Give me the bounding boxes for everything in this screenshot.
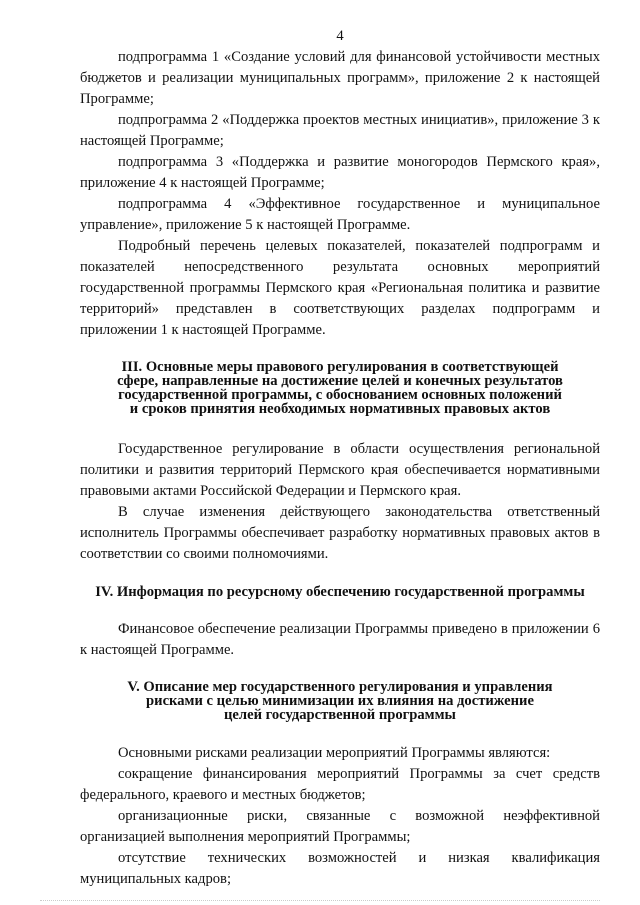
section-5-heading-line: рисками с целью минимизации их влияния на достижение (146, 693, 534, 709)
paragraph-risk-organizational: организационные риски, связанные с возможной неэффективной организацией выполнения мероприятий Программы; (80, 808, 600, 845)
section-5-heading-line: V. Описание мер государственного регулирования и управления (127, 679, 553, 695)
paragraph-subprogram-3: подпрограмма 3 «Поддержка и развитие моногородов Пермского края», приложение 4 к настоящей Программе; (80, 154, 600, 191)
section-3-heading-line: III. Основные меры правового регулирования в соответствующей (121, 359, 559, 375)
paragraph-state-regulation: Государственное регулирование в области осуществления региональной политики и развития территорий Пермского края обеспечивается нормативными правовыми актами Российской Федерации и Пермского края. (80, 441, 600, 499)
section-3-heading-line: сфере, направленные на достижение целей и конечных результатов (117, 373, 563, 389)
section-4-heading: IV. Информация по ресурсному обеспечению государственной программы (95, 584, 585, 600)
page-number: 4 (336, 28, 344, 44)
section-3-heading-line: и сроков принятия необходимых нормативных правовых актов (129, 401, 551, 417)
section-3-heading (80, 360, 600, 416)
document-body (80, 47, 600, 890)
paragraph-risk-technical: отсутствие технических возможностей и низкая квалификация муниципальных кадров; (80, 850, 600, 887)
paragraph-subprogram-2: подпрограмма 2 «Поддержка проектов местных инициатив», приложение 3 к настоящей Программе; (80, 112, 600, 149)
document-page (80, 0, 600, 905)
section-3-heading-line: государственной программы, с обоснованием основных положений (118, 387, 562, 403)
paragraph-main-risks: Основными рисками реализации мероприятий Программы являются: (118, 745, 551, 761)
section-5-heading (80, 680, 600, 722)
paragraph-subprogram-1: подпрограмма 1 «Создание условий для финансовой устойчивости местных бюджетов и реализации муниципальных программ», приложение 2 к настоящей Программе; (80, 49, 600, 107)
paragraph-subprogram-4: подпрограмма 4 «Эффективное государственное и муниципальное управление», приложение 5 к настоящей Программе. (80, 196, 600, 233)
section-5-heading-line: целей государственной программы (224, 707, 456, 723)
paragraph-risk-funding: сокращение финансирования мероприятий Программы за счет средств федерального, краевого и местных бюджетов; (80, 766, 600, 803)
paragraph-financing: Финансовое обеспечение реализации Программы приведено в приложении 6 к настоящей Программе. (80, 621, 600, 658)
paragraph-indicators: Подробный перечень целевых показателей, показателей подпрограмм и показателей непосредственного результата основных мероприятий государственной программы Пермского края «Региональная политика и развитие территорий» представлен в соответствующих разделах подпрограмм и приложении 1 к настоящей Программе. (80, 238, 600, 338)
scan-edge-line (40, 900, 600, 901)
paragraph-legislation-change: В случае изменения действующего законодательства ответственный исполнитель Программы обеспечивает разработку нормативных правовых актов в соответствии со своими полномочиями. (80, 504, 600, 562)
